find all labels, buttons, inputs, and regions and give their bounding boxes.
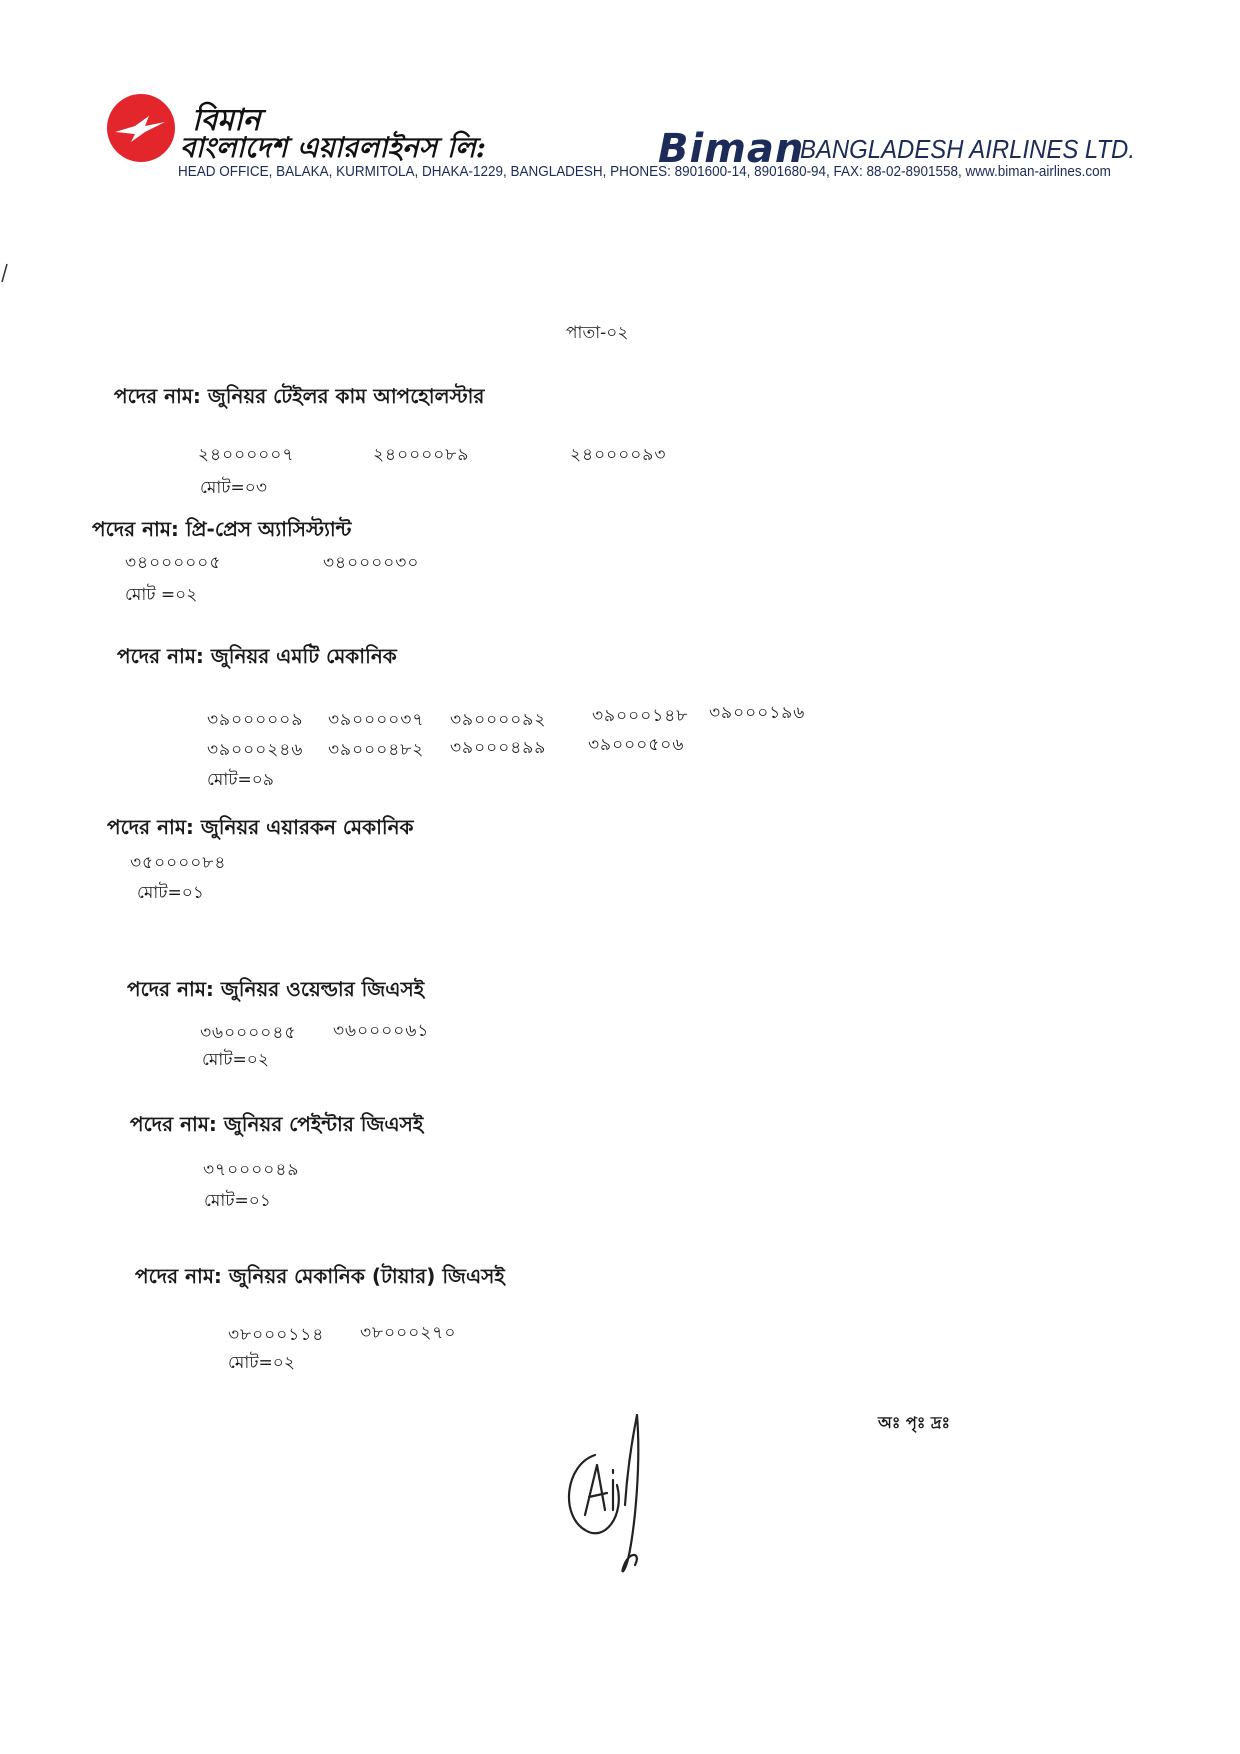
english-airline-name: BANGLADESH AIRLINES LTD. — [800, 134, 1135, 164]
roll-number: ৩৯০০০১৯৬ — [709, 703, 806, 723]
roll-number: ২৪০০০০৮৯ — [373, 445, 470, 465]
roll-number: ৩৬০০০০৪৫ — [200, 1023, 297, 1043]
page-number: পাতা-০২ — [566, 323, 629, 343]
section-total: মোট=০৩ — [200, 478, 267, 498]
roll-number: ৩৯০০০১৪৮ — [592, 706, 689, 726]
roll-number: ৩৯০০০৪৯৯ — [450, 738, 547, 758]
continued-overleaf-note: অঃ পৃঃ দ্রঃ — [878, 1413, 951, 1432]
section-total: মোট =০২ — [125, 585, 198, 605]
roll-number: ৩৯০০০০৯২ — [450, 710, 547, 730]
section-total: মোট=০২ — [228, 1353, 295, 1373]
biman-bird-logo-icon — [105, 92, 177, 164]
section-total: মোট=০৯ — [207, 770, 274, 790]
roll-number: ৩৯০০০২৪৬ — [207, 740, 304, 760]
margin-mark — [0, 262, 10, 284]
section-total: মোট=০২ — [202, 1050, 269, 1070]
section-heading: পদের নাম: জুনিয়র এয়ারকন মেকানিক — [107, 815, 414, 839]
roll-number: ৩৬০০০০৬১ — [333, 1021, 430, 1041]
section-heading: পদের নাম: জুনিয়র টেইলর কাম আপহোলস্টার — [114, 384, 485, 408]
roll-number: ৩৪০০০০০৫ — [125, 553, 222, 573]
section-heading: পদের নাম: জুনিয়র এমটি মেকানিক — [117, 644, 397, 668]
head-office-address: HEAD OFFICE, BALAKA, KURMITOLA, DHAKA-1229, BANGLADESH, PHONES: 8901600-14, 8901680-94, FAX: 88-02-8901558, www.biman-airlines.com — [178, 164, 1111, 180]
bangla-brand-line2: বাংলাদেশ এয়ারলাইনস লি: — [180, 131, 487, 164]
roll-number: ২৪০০০০০৭ — [198, 445, 295, 465]
section-total: মোট=০১ — [137, 883, 204, 903]
roll-number: ৩৯০০০০০৯ — [207, 710, 304, 730]
roll-number: ৩৯০০০৫০৬ — [588, 735, 685, 755]
section-total: মোট=০১ — [204, 1191, 271, 1211]
roll-number: ৩৯০০০০৩৭ — [328, 710, 425, 730]
roll-number: ৩৪০০০০৩০ — [323, 553, 420, 573]
section-heading: পদের নাম: প্রি-প্রেস অ্যাসিস্ট্যান্ট — [92, 517, 352, 541]
bangla-brand-line1: বিমান — [192, 103, 261, 138]
biman-wordmark: Biman — [658, 126, 805, 172]
roll-number: ২৪০০০০৯৩ — [570, 445, 667, 465]
section-heading: পদের নাম: জুনিয়র পেইন্টার জিএসই — [130, 1112, 424, 1136]
roll-number: ৩৮০০০১১৪ — [228, 1325, 325, 1345]
section-heading: পদের নাম: জুনিয়র ওয়েল্ডার জিএসই — [127, 977, 425, 1001]
roll-number: ৩৫০০০০৮৪ — [130, 853, 227, 873]
roll-number: ৩৯০০০৪৮২ — [328, 740, 425, 760]
section-heading: পদের নাম: জুনিয়র মেকানিক (টায়ার) জিএসই — [135, 1264, 505, 1288]
signature-icon — [555, 1405, 665, 1580]
roll-number: ৩৮০০০২৭০ — [360, 1323, 457, 1343]
roll-number: ৩৭০০০০৪৯ — [203, 1160, 300, 1180]
